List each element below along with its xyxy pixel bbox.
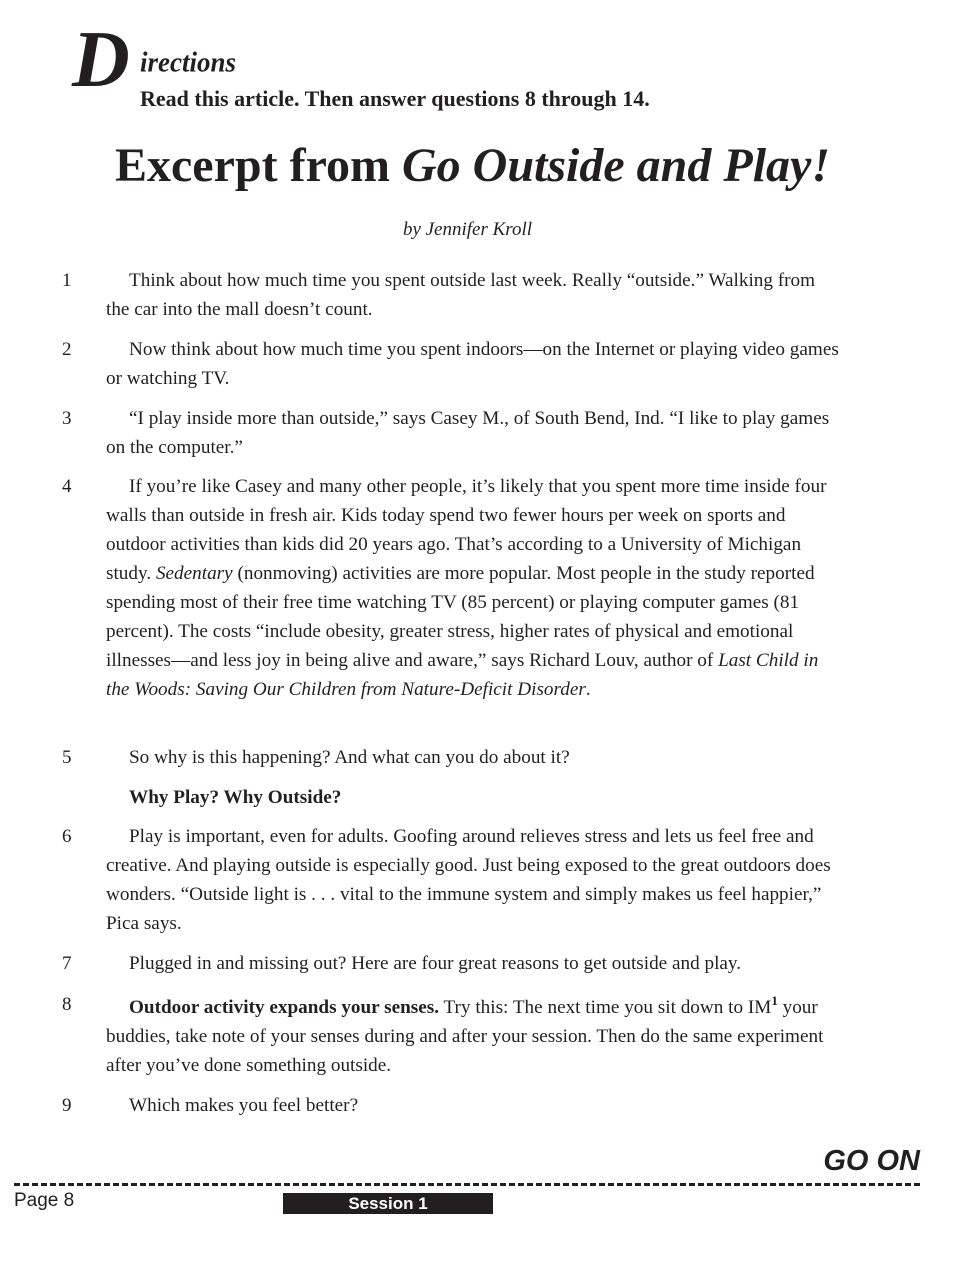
paragraph-number: 7 [62, 953, 72, 974]
directions-label: irections [140, 46, 237, 78]
title-prefix: Excerpt from [114, 139, 402, 192]
text-run: your buddies, take note of your senses during and after your session. Then do the same experiment after you’ve done something outside. [106, 997, 824, 1076]
paragraph-number: 6 [62, 826, 72, 847]
directions-dropcap: D [72, 16, 130, 104]
paragraph-text [106, 472, 841, 704]
text-run: If you’re like Casey and many other people, it’s likely that you spent more time inside four walls than outside in fresh air. Kids today spend two fewer hours per week on sports and outdoor activities than kids did 20 years ago. That’s according to a University of Michigan study. [106, 476, 827, 584]
paragraph-number: 5 [62, 747, 72, 768]
paragraph-text: Think about how much time you spent outside last week. Really “outside.” Walking from the car into the mall doesn’t count. [106, 270, 816, 320]
paragraph-4 [62, 472, 841, 704]
paragraph-text: So why is this happening? And what can you do about it? [129, 747, 570, 768]
paragraph-5 [62, 743, 841, 772]
paragraph-2 [62, 335, 841, 393]
text-run: (nonmoving) activities are more popular. Most people in the study reported spending most of their free time watching TV (85 percent) or playing computer games (81 percent). The costs “include obesity, greater stress, higher rates of physical and emotional illnesses—and less joy in being alive and aware,” says Richard Louv, author of [106, 563, 815, 671]
session-label: Session 1 [283, 1193, 493, 1214]
paragraph-9 [62, 1091, 841, 1120]
directions-block [72, 16, 772, 111]
paragraph-number: 2 [62, 339, 72, 360]
footnote-marker: 1 [771, 993, 778, 1008]
footer-divider [14, 1183, 920, 1186]
paragraph-text: Which makes you feel better? [129, 1095, 359, 1116]
text-run: Try this: The next time you sit down to IM [439, 997, 772, 1018]
paragraph-8 [62, 993, 841, 1080]
paragraph-6 [62, 822, 841, 938]
go-on-label: GO ON [823, 1145, 920, 1177]
bold-lead-in: Outdoor activity expands your senses. [129, 997, 440, 1018]
paragraph-number: 3 [62, 408, 72, 429]
paragraph-number: 8 [62, 994, 72, 1015]
paragraph-3 [62, 404, 841, 462]
directions-instruction: Read this article. Then answer questions 8 through 14. [140, 86, 650, 111]
paragraph-text: “I play inside more than outside,” says Casey M., of South Bend, Ind. “I like to play games on the computer.” [106, 408, 830, 458]
vocab-term: Sedentary [155, 563, 233, 584]
paragraph-number: 9 [62, 1095, 72, 1116]
paragraph-text: Play is important, even for adults. Goofing around relieves stress and lets us feel free and creative. And playing outside is especially good. Just being exposed to the great outdoors does wonders. “Outside light is . . . vital to the immune system and simply makes us feel happier,” Pica says. [106, 826, 831, 934]
paragraph-number: 1 [62, 270, 72, 291]
title-book-name: Go Outside and Play! [402, 139, 831, 192]
article-title [0, 138, 945, 194]
article-byline: by Jennifer Kroll [402, 219, 533, 240]
paragraph-1 [62, 266, 841, 324]
paragraph-text: Plugged in and missing out? Here are four great reasons to get outside and play. [129, 953, 742, 974]
page-number: Page 8 [14, 1190, 75, 1211]
book-title: Last Child in the Woods: Saving Our Children from Nature-Deficit Disorder [106, 650, 819, 700]
paragraph-number: 4 [62, 476, 72, 497]
paragraph-text: Now think about how much time you spent indoors—on the Internet or playing video games or watching TV. [106, 339, 839, 389]
section-heading: Why Play? Why Outside? [129, 787, 342, 808]
paragraph-text [106, 993, 841, 1080]
paragraph-7 [62, 949, 841, 978]
text-run: . [585, 679, 591, 700]
